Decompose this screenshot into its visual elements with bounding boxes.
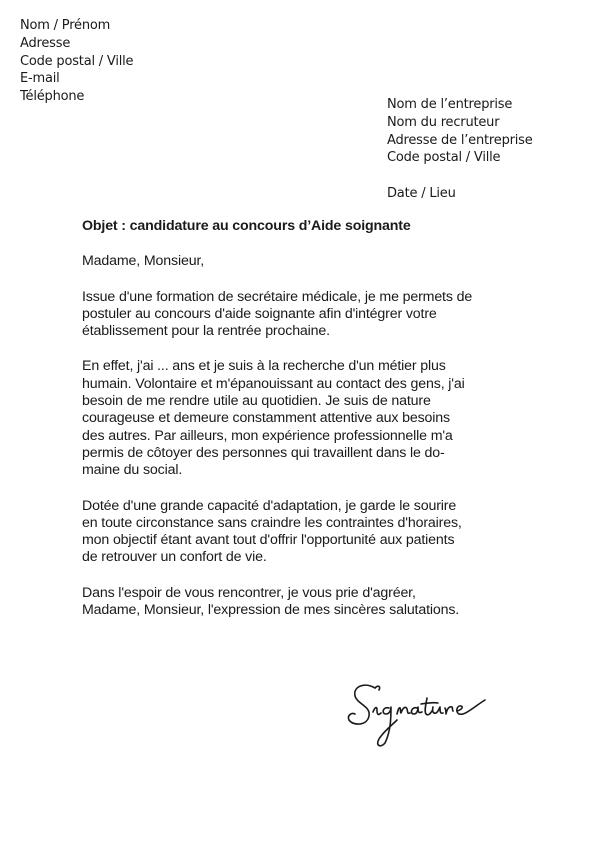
paragraph-line: Madame, Monsieur, l'expression de mes sincères salutations. [82, 602, 460, 619]
sender-email: E-mail [20, 71, 60, 87]
paragraph-line: humain. Volontaire et m'épanouissant au contact des gens, j'ai [82, 375, 465, 392]
recipient-address: Adresse de l’entreprise [387, 132, 533, 148]
recipient-recruiter: Nom du recruteur [387, 114, 500, 130]
paragraph-line: Dans l'espoir de vous rencontrer, je vous prie d'agréer, [82, 584, 416, 601]
paragraph-closing [82, 585, 522, 620]
paragraph-line: de retrouver un confort de vie. [82, 549, 267, 566]
paragraph-line: Issue d'une formation de secrétaire médicale, je me permets de [82, 288, 473, 305]
recipient-company: Nom de l’entreprise [387, 97, 513, 112]
paragraph-line: postuler au concours d'aide soignante afin d'intégrer votre [82, 305, 437, 322]
paragraph-line: maine du social. [82, 462, 183, 479]
greeting: Madame, Monsieur, [82, 253, 205, 270]
recipient-block [387, 96, 533, 203]
paragraph-line: des autres. Par ailleurs, mon expérience professionnelle m'a [82, 427, 453, 444]
paragraph-line: besoin de me rendre utile au quotidien. Je suis de nature [82, 393, 431, 410]
paragraph-line: en toute circonstance sans craindre les contraintes d'horaires, [82, 514, 462, 531]
paragraph-line: En effet, j'ai ... ans et je suis à la recherche d'un métier plus [82, 358, 446, 375]
recipient-postal-city: Code postal / Ville [387, 150, 501, 166]
paragraph-adaptability [82, 498, 522, 567]
paragraph-line: permis de côtoyer des personnes qui travaillent dans le do- [82, 444, 445, 461]
paragraph-line: Dotée d'une grande capacité d'adaptation, je garde le sourire [82, 497, 457, 514]
paragraph-motivation [82, 358, 522, 479]
sender-block [20, 17, 133, 106]
date-place: Date / Lieu [387, 186, 456, 202]
paragraph-line: mon objectif étant avant tout d'offrir l'opportunité aux patients [82, 532, 455, 549]
paragraph-intro [82, 289, 522, 341]
paragraph-line: courageuse et demeure constamment attentive aux besoins [82, 410, 450, 427]
letter-body [82, 218, 522, 619]
handwritten-signature [345, 676, 490, 751]
sender-phone: Téléphone [20, 89, 85, 105]
sender-postal-city: Code postal / Ville [20, 53, 134, 69]
subject-line: Objet : candidature au concours d’Aide soignante [82, 218, 411, 234]
sender-name: Nom / Prénom [20, 18, 111, 33]
sender-address: Adresse [20, 35, 71, 51]
paragraph-line: établissement pour la rentrée prochaine. [82, 323, 330, 340]
